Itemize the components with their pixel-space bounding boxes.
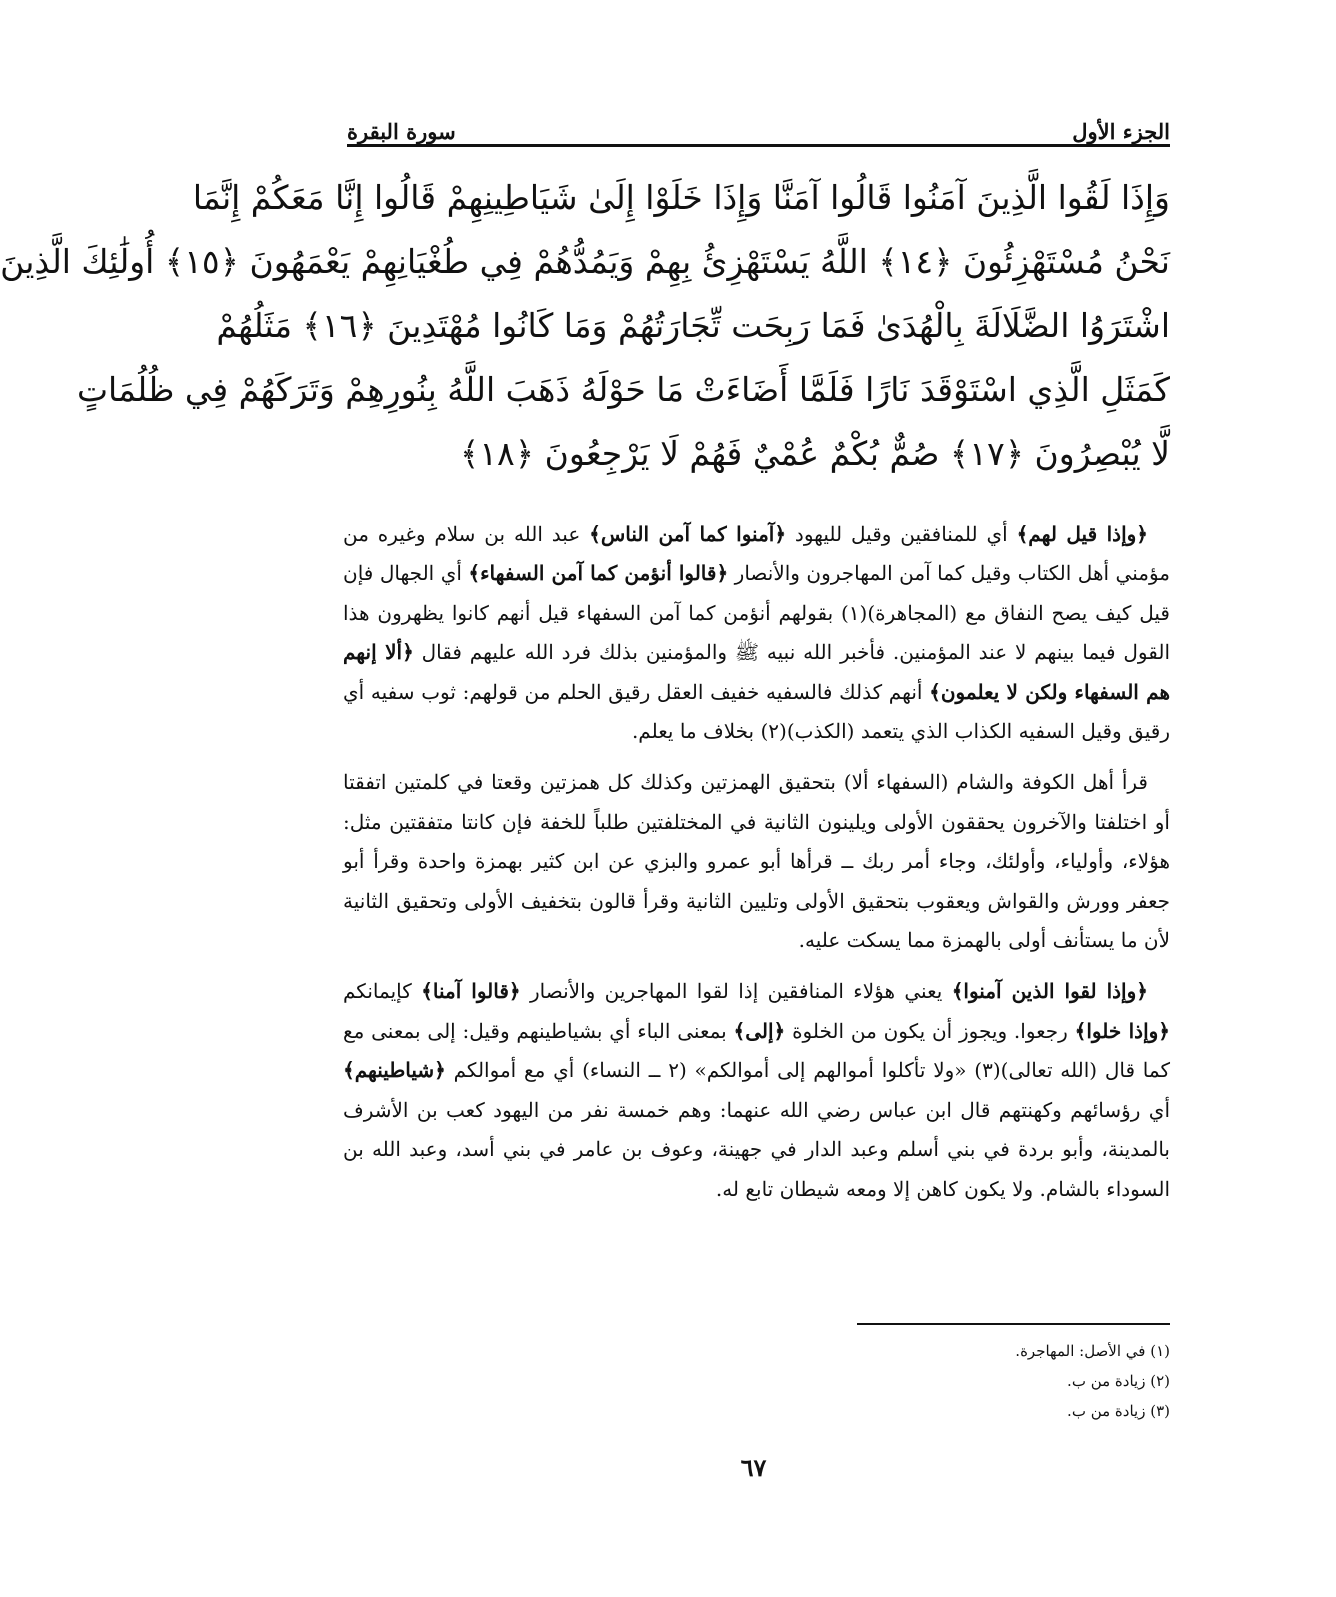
quran-verses-block <box>0 166 1170 486</box>
verse-line: وَإِذَا لَقُوا الَّذِينَ آمَنُوا قَالُوا آمَنَّا وَإِذَا خَلَوْا إِلَىٰ شَيَاطِينِهِمْ قَالُوا إِنَّا مَعَكُمْ إِنَّمَا <box>192 178 1170 217</box>
quran-reference: ﴿شياطينهم﴾ <box>343 1058 446 1083</box>
header-rule <box>347 144 1170 147</box>
commentary-segment: بمعنى الباء أي بشياطينهم وقيل: إلى بمعنى مع كما قال (الله تعالى)(٣) «ولا تأكلوا أموالهم إلى أموالكم» (٢ ــ النساء) أي مع أموالكم <box>343 1018 1170 1083</box>
footnote-2: (٢) زيادة من ب. <box>1067 1372 1170 1390</box>
commentary-segment: أنهم كذلك فالسفيه خفيف العقل رقيق الحلم من قولهم: ثوب سفيه أي رقيق وقيل السفيه الكذاب الذي يتعمد (الكذب)(٢) بخلاف ما يعلم. <box>343 679 1170 744</box>
commentary-segment: أي رؤسائهم وكهنتهم قال ابن عباس رضي الله عنهما: وهم خمسة نفر من اليهود كعب بن الأشرف بالمدينة، وأبو بردة في بني أسلم وعبد الدار في جهينة، وعوف بن عامر في بني أسد، وعبد الله بن السوداء بالشام. ولا يكون كاهن إلا ومعه شيطان تابع له. <box>343 1097 1170 1201</box>
quran-reference: ﴿وإذا قيل لهم﴾ <box>1016 522 1149 546</box>
commentary-paragraph <box>343 972 1170 1208</box>
footnote-3: (٣) زيادة من ب. <box>1067 1402 1170 1420</box>
commentary-segment: يعني هؤلاء المنافقين إذا لقوا المهاجرين والأنصار <box>520 979 952 1004</box>
surah-title: سورة البقرة <box>347 119 456 144</box>
verse-line: اشْتَرَوُا الضَّلَالَةَ بِالْهُدَىٰ فَمَا رَبِحَت تِّجَارَتُهُمْ وَمَا كَانُوا مُهْتَدِينَ ﴿١٦﴾ مَثَلُهُمْ <box>216 306 1170 345</box>
commentary-segment: قرأ أهل الكوفة والشام (السفهاء ألا) بتحقيق الهمزتين وكذلك كل همزتين وقعتا في كلمتين اتفقتا أو اختلفتا والآخرون يحققون الأولى ويلينون الثانية في المختلفتين طلباً للخفة فإن كانتا متفقتين مثل: هؤلاء، وأولياء، وأولئك، وجاء أمر ربك ــ قرأها أبو عمرو والبزي عن ابن كثير بهمزة واحدة وقرأ أبو جعفر وورش والقواش ويعقوب بتحقيق الأولى وتليين الثانية وقرأ قالون بتخفيف الأولى وتحقيق الثانية لأن ما يستأنف أولى بالهمزة مما يسكت عليه. <box>343 770 1170 953</box>
footnote-1: (١) في الأصل: المهاجرة. <box>1015 1342 1170 1360</box>
commentary-segment: عبد الله بن سلام وغيره من مؤمني أهل الكتاب وقيل كما آمن المهاجرون والأنصار <box>343 522 1170 586</box>
footnotes <box>347 1336 1170 1426</box>
verse-line: لَّا يُبْصِرُونَ ﴿١٧﴾ صُمٌّ بُكْمٌ عُمْيٌ فَهُمْ لَا يَرْجِعُونَ ﴿١٨﴾ <box>459 434 1170 473</box>
commentary-paragraph <box>343 763 1170 960</box>
commentary-paragraph <box>343 515 1170 751</box>
commentary-segment: كإيمانكم <box>343 979 422 1004</box>
quran-reference: ﴿وإذا خلوا﴾ <box>1074 1018 1171 1043</box>
quran-reference: ﴿آمنوا كما آمن الناس﴾ <box>589 522 787 546</box>
footnote-rule <box>857 1323 1170 1325</box>
quran-reference: ﴿وإذا لقوا الذين آمنوا﴾ <box>951 979 1148 1004</box>
verse-line: نَحْنُ مُسْتَهْزِئُونَ ﴿١٤﴾ اللَّهُ يَسْتَهْزِئُ بِهِمْ وَيَمُدُّهُمْ فِي طُغْيَانِهِمْ يَعْمَهُونَ ﴿١٥﴾ أُولَٰئِكَ الَّذِينَ <box>0 242 1170 281</box>
juz-title: الجزء الأول <box>1072 119 1170 144</box>
commentary-segment: رجعوا. ويجوز أن يكون من الخلوة <box>785 1018 1075 1043</box>
commentary-text <box>343 515 1170 1221</box>
quran-reference: ﴿قالوا آمنا﴾ <box>421 979 521 1004</box>
running-header <box>347 100 1170 144</box>
commentary-segment: أي للمنافقين وقيل لليهود <box>786 522 1017 546</box>
quran-reference: ﴿إلى﴾ <box>733 1018 786 1043</box>
page-number: ٦٧ <box>740 1453 767 1482</box>
verse-line: كَمَثَلِ الَّذِي اسْتَوْقَدَ نَارًا فَلَمَّا أَضَاءَتْ مَا حَوْلَهُ ذَهَبَ اللَّهُ بِنُورِهِمْ وَتَرَكَهُمْ فِي ظُلُمَاتٍ <box>76 370 1170 409</box>
commentary-segment: أي الجهال فإن قيل كيف يصح النفاق مع (المجاهرة)(١) بقولهم أنؤمن كما آمن السفهاء قيل أنهم كانوا يظهرون هذا القول فيما بينهم لا عند المؤمنين. فأخبر الله نبيه ﷺ والمؤمنين بذلك فرد الله عليهم فقال <box>343 561 1171 665</box>
quran-reference: ﴿ألا إنهم هم السفهاء ولكن لا يعلمون﴾ <box>343 640 1171 704</box>
quran-reference: ﴿قالوا أنؤمن كما آمن السفهاء﴾ <box>468 561 729 586</box>
